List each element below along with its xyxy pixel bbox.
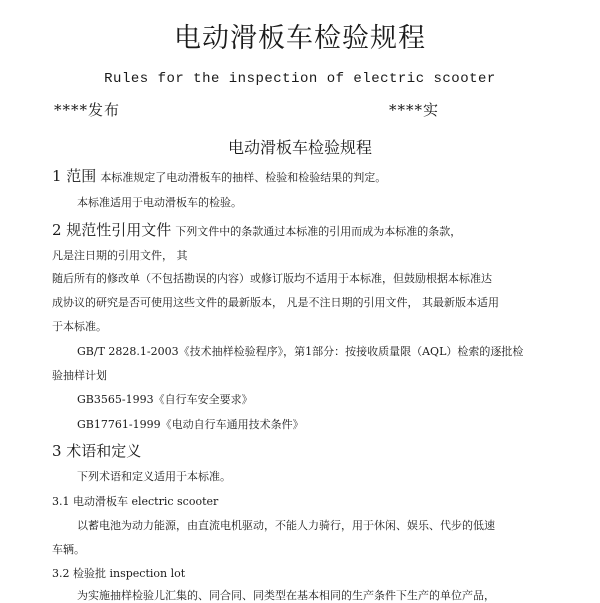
section-2-line-4: 于本标准。 bbox=[52, 320, 107, 333]
section-2-line-3: 成协议的研究是否可使用这些文件的最新版本， 凡是不注日期的引用文件， 其最新版本适用 bbox=[52, 296, 499, 309]
subsection-3-1-heading: 3.1 电动滑板车 electric scooter bbox=[52, 495, 219, 508]
document-subtitle: Rules for the inspection of electric scooter bbox=[104, 71, 496, 87]
section-1-intro: 本标准规定了电动滑板车的抽样、检验和检验结果的判定。 bbox=[100, 171, 387, 184]
section-2 bbox=[52, 219, 461, 240]
subsection-3-2-line-1: 为实施抽样检验儿汇集的、同合同、同类型在基本相同的生产条件下生产的单位产品， bbox=[77, 589, 495, 602]
section-2-intro: 下列文件中的条款通过本标准的引用而成为本标准的条款， bbox=[175, 225, 462, 238]
section-2-line-2: 随后所有的修改单（不包括勘误的内容）或修订版均不适用于本标准，但鼓励根据本标准达 bbox=[52, 272, 492, 285]
subsection-3-1-line-1: 以蓄电池为动力能源，由直流电机驱动，不能人力骑行，用于休闲、娱乐、代步的低速 bbox=[77, 519, 495, 532]
section-2-heading: 2 规范性引用文件 bbox=[52, 221, 172, 239]
body-title: 电动滑板车检验规程 bbox=[227, 138, 372, 157]
subsection-3-2-heading: 3.2 检验批 inspection lot bbox=[52, 567, 186, 580]
section-1-paragraph: 本标准适用于电动滑板车的检验。 bbox=[77, 196, 242, 209]
document-title: 电动滑板车检验规程 bbox=[174, 23, 426, 54]
section-1-heading: 1 范围 bbox=[52, 167, 97, 185]
publish-notice: ****发布 bbox=[54, 101, 121, 119]
subsection-3-1-line-2: 车辆。 bbox=[52, 543, 85, 556]
section-1 bbox=[52, 165, 386, 186]
implement-notice: ****实 bbox=[389, 101, 440, 119]
reference-2: GB3565-1993《自行车安全要求》 bbox=[77, 393, 253, 406]
section-2-line-1: 凡是注日期的引用文件， 其 bbox=[52, 249, 188, 262]
reference-1-line-2: 验抽样计划 bbox=[52, 369, 107, 382]
reference-1-line-1: GB/T 2828.1-2003《技术抽样检验程序》，第1部分：按接收质量限（AQL）检索的逐批检 bbox=[77, 345, 524, 358]
reference-3: GB17761-1999《电动自行车通用技术条件》 bbox=[77, 418, 304, 431]
section-3-heading: 3 术语和定义 bbox=[52, 442, 142, 460]
section-3-intro: 下列术语和定义适用于本标准。 bbox=[77, 470, 231, 483]
